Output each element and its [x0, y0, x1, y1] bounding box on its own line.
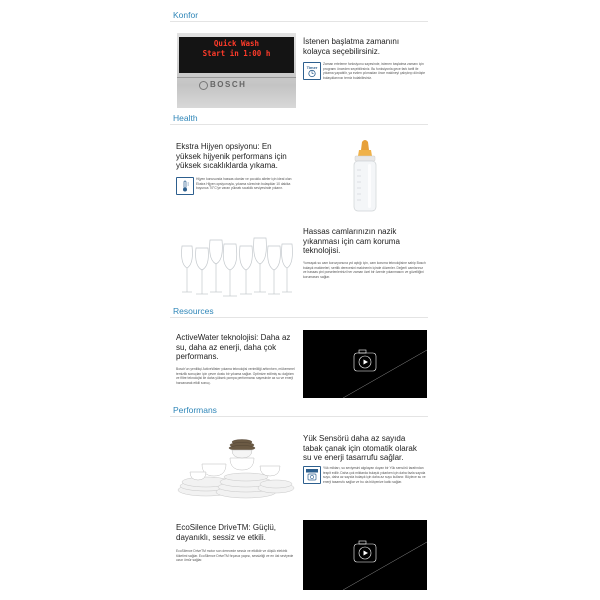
section-title-resources: Resources [173, 306, 214, 316]
brand-label: BOSCH [210, 80, 247, 89]
feature-text-timer: Zaman erteleme fonksiyonu sayesinde, istenen başlatma zamanı için programı önceden seçebilirsiniz. Bu fonksiyonla gece fark tarifi ile yıkama yapabilir, ya evden çıkmadan önce makineyi çalıştırıp dönüşte bulaşıklarınızı temiz bulabilirsiniz. [323, 62, 426, 80]
feature-text-load-sensor: Yük miktarı, su seviyesini algılayan duyan bir Yük sensörü tarafından tespit edilir. Daha çok miktarda bulaşık yıkarken için daha fazla sayıda suyu, daha az sayıda bulaşık için daha az suyu kullanır. Böylece su ve enerji tasarrufu sağlar ve bu da bütçenize katkı sağlar. [323, 466, 426, 484]
feature-text-ecosilence: EcoSilence DriveTM motor son derecede sessiz ve etkilidir ve düşük elektrik tüketimi sağlar. EcoSilence DriveTM fırçasız yapısı, sessizliği ve en üst seviyede uzun ömür sağlar. [176, 549, 294, 563]
baby-bottle-image [340, 138, 390, 218]
display-line-1: Quick Wash [213, 39, 260, 48]
section-divider [170, 317, 428, 318]
video-player-ecosilence[interactable] [303, 520, 427, 590]
control-panel-image [177, 33, 296, 108]
load-sensor-icon [303, 466, 321, 484]
bosch-logo-icon [199, 81, 208, 90]
section-divider [170, 124, 428, 125]
timer-icon [303, 62, 321, 80]
feature-title-glass-protection: Hassas camlarınızın nazik yıkanması için cam koruma teknolojisi. [303, 227, 400, 255]
display-line-2: Start in 1:00 h [202, 48, 271, 58]
section-divider [170, 416, 428, 417]
feature-title-load-sensor: Yük Sensörü daha az sayıda tabak çanak için otomatik olarak su ve enerji tasarrufu sağlar. [303, 434, 417, 462]
section-title-konfor: Konfor [173, 10, 199, 20]
svg-text:Timer: Timer [306, 65, 318, 70]
dishes-image [176, 430, 298, 502]
feature-title-hygiene: Ekstra Hijyen opsiyonu: En yüksek hijyenik performans için yüksek sıcaklıklarda yıkama. [176, 142, 287, 170]
section-divider [170, 21, 428, 22]
feature-text-activewater: Bosch'un yenilikçi ActiveWater yıkama teknolojisi verimliliği arttırırken, mükemmel temizlik sonuçları için çevre dostu bir yıkama sağlar. Optimize edilmiş su dağıtımı ve filtre teknolojisi ile daha yüksek pompa performansı sayesinde az su ve enerji harcanarak etkili sonuç. [176, 367, 295, 385]
feature-text-hygiene: Hijyen konusunda hassas olanlar ve çocuklu aileler için ideal olan Ekstra Hijyen opsiyonuyla, yıkama sürecinin bulaşıklar 10 dakika boyunca 70°C'ye varan yüksek sıcaklık seviyesinde yıkanır. [196, 177, 292, 191]
video-player-activewater[interactable] [303, 330, 427, 398]
hygiene-icon [176, 177, 194, 195]
feature-title-timer: İstenen başlatma zamanını kolayca seçebilirsiniz. [303, 37, 400, 56]
section-title-performans: Performans [173, 405, 217, 415]
section-title-health: Health [173, 113, 198, 123]
feature-text-glass-protection: Yumuşak su cam korozyonuna yol açtığı için, cam koruma teknolojisine sahip Bosch bulaşık makineleri, sertlik derecesini makinenin içinde düzenler. Değerli camlarınız ve hassas çini porselenlerinizi her zaman özel bir özenle yıkanmasını ve güzelliğini korumasını sağlar. [303, 261, 426, 279]
feature-title-ecosilence: EcoSilence DriveTM: Güçlü, dayanıklı, sessiz ve etkili. [176, 523, 277, 542]
feature-title-activewater: ActiveWater teknolojisi: Daha az su, daha az enerji, daha çok performans. [176, 333, 291, 361]
wine-glasses-image [176, 232, 296, 302]
